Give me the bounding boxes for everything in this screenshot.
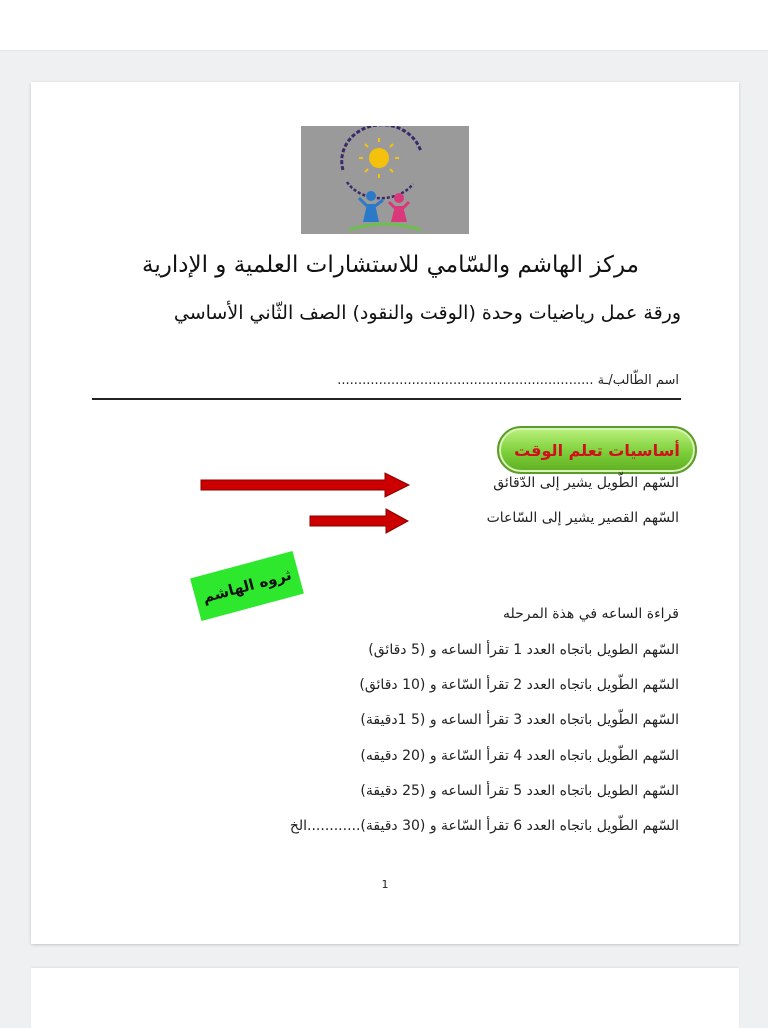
reading-line: السّهم الطويل باتجاه العدد 5 تقرأ الساعه و (25 دقيقة) [360,782,679,799]
reading-lines [159,638,679,849]
viewer-top-bar [0,0,768,51]
page-number: 1 [381,878,389,891]
divider-line [92,398,681,400]
short-arrow-icon [308,508,410,534]
center-title: مركز الهاشم والسّامي للاستشارات العلمية و الإدارية [141,252,639,278]
reading-line: السّهم الطّويل باتجاه العدد 2 تقرأ السّاعة و (10 دقائق) [359,677,679,694]
stamp-text: ثروه الهاشم [200,565,294,607]
next-page-edge [31,968,739,1028]
watermark-stamp [190,551,304,621]
long-arrow-icon [199,472,411,498]
worksheet-subtitle: ورقة عمل رياضيات وحدة (الوقت والنقود) الصف الثّاني الأساسي [173,302,681,324]
student-name-field: اسم الطّالب/ـة .............................................................. [337,373,679,388]
arrow-fact-long: السّهم الطّويل يشير إلى الدّقائق [493,475,679,491]
document-page [31,82,739,944]
reading-line: السّهم الطويل باتجاه العدد 1 تقرأ الساعه و (5 دقائق) [368,642,679,658]
reading-line: السّهم الطّويل باتجاه العدد 3 تقرأ الساعه و (5 1دقيقة) [360,712,679,729]
reading-line: السّهم الطّويل باتجاه العدد 6 تقرأ السّاعة و (30 دقيقة)............الخ [289,817,679,834]
center-logo [301,126,469,234]
section-label-text: أساسيات تعلم الوقت [514,440,680,460]
arrow-fact-short: السّهم القصير يشير إلى السّاعات [486,510,679,526]
reading-heading: قراءة الساعه في هذة المرحله [503,606,679,622]
section-label-badge [497,426,697,474]
reading-line: السّهم الطّويل باتجاه العدد 4 تقرأ السّاعة و (20 دقيقه) [360,747,679,764]
